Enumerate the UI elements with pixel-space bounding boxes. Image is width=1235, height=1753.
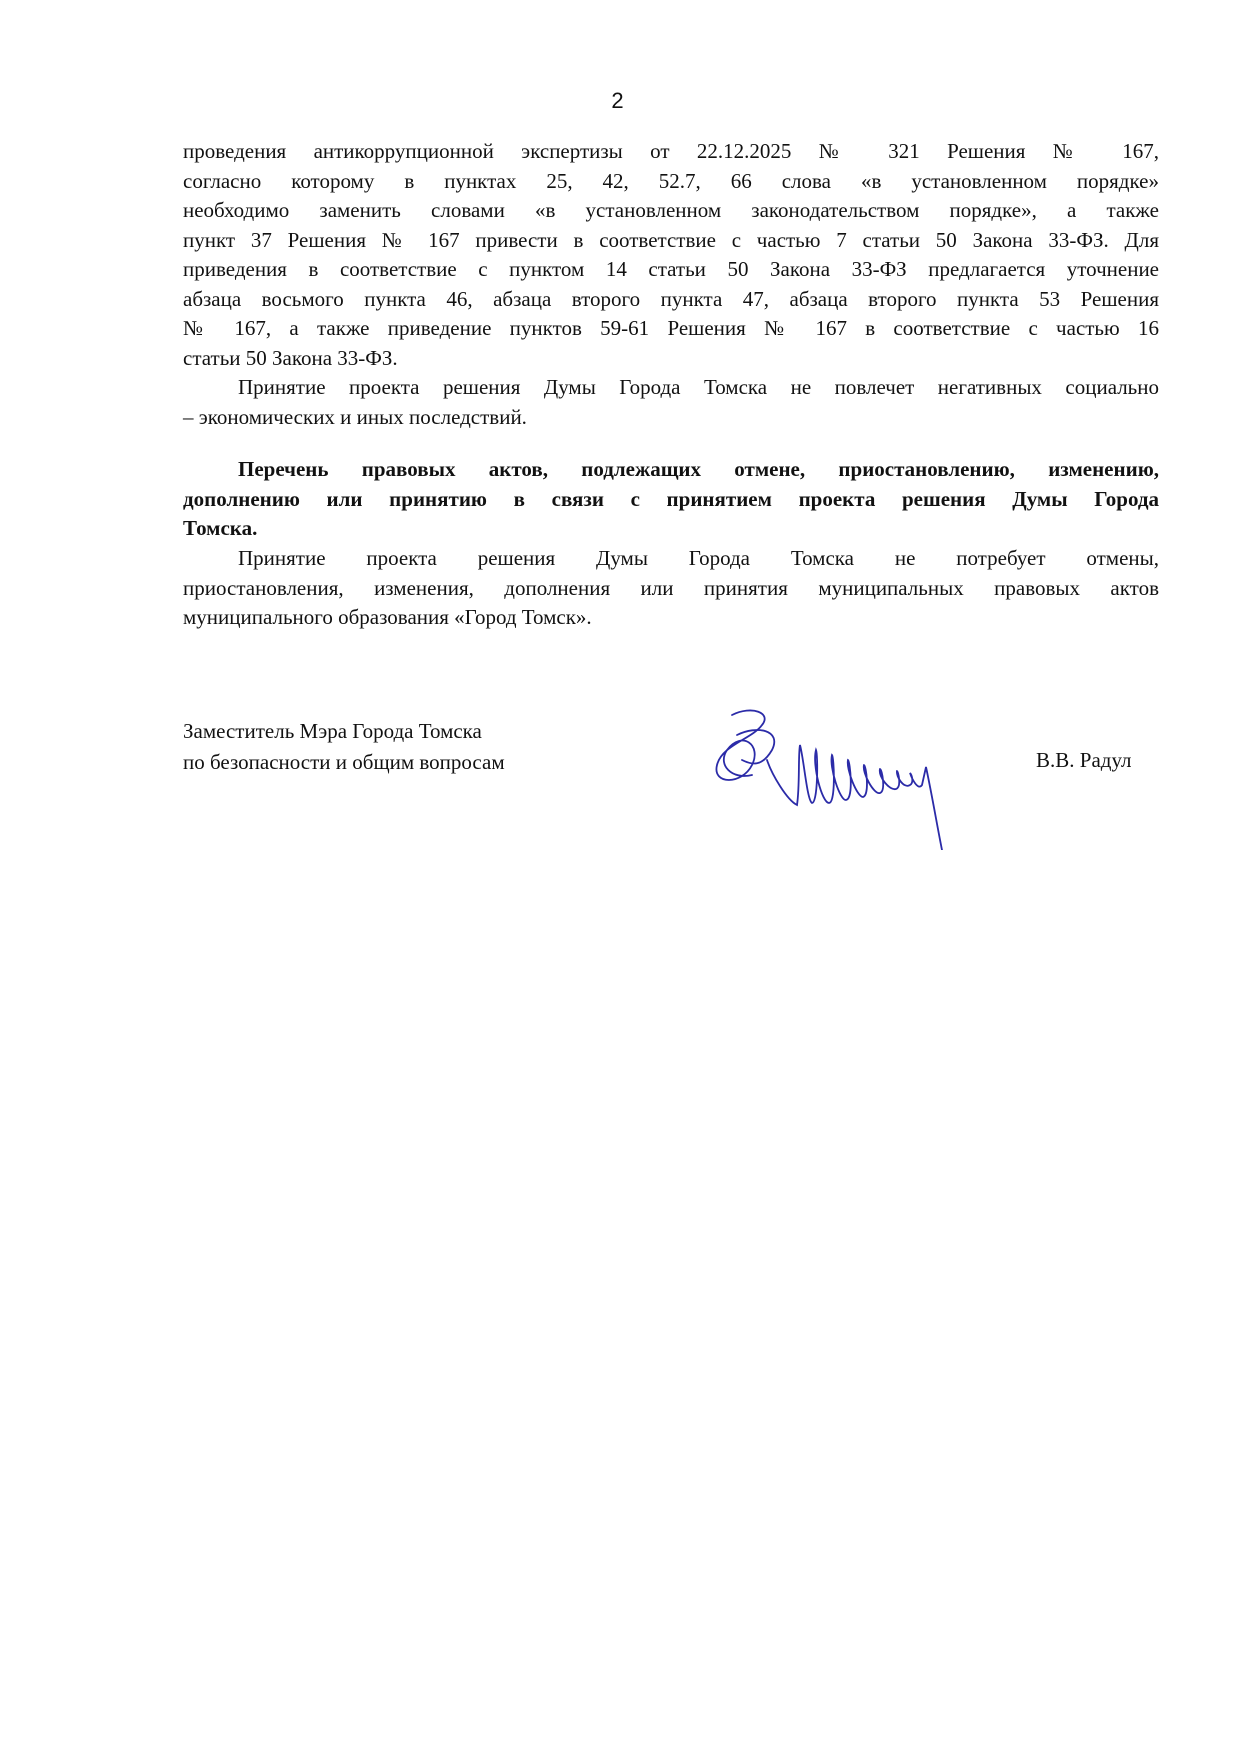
text-line: проведения антикоррупционной экспертизы от 22.12.2025 № 321 Решения № 167, — [183, 139, 1159, 163]
position-line: по безопасности и общим вопросам — [183, 750, 505, 774]
paragraph-acts — [183, 544, 1159, 633]
text-line: статьи 50 Закона 33-ФЗ. — [183, 345, 398, 370]
text-line: необходимо заменить словами «в установленном законодательством порядке», а также — [183, 198, 1159, 222]
text-line: – экономических и иных последствий. — [183, 404, 527, 429]
text-line: пункт 37 Решения № 167 привести в соответствие с частью 7 статьи 50 Закона 33-ФЗ. Для — [183, 227, 1159, 252]
heading-line: Томска. — [183, 516, 258, 540]
text-line: муниципального образования «Город Томск». — [183, 605, 592, 629]
signatory-position — [183, 716, 505, 778]
position-line: Заместитель Мэра Города Томска — [183, 719, 482, 743]
text-line: Принятие проекта решения Думы Города Томска не потребует отмены, — [238, 546, 1159, 570]
page-number: 2 — [611, 88, 624, 113]
heading-line: Перечень правовых актов, подлежащих отмене, приостановлению, изменению, — [238, 457, 1159, 481]
text-line: Принятие проекта решения Думы Города Томска не повлечет негативных социально — [238, 375, 1159, 399]
section-heading — [183, 455, 1159, 544]
handwritten-signature — [712, 705, 1022, 850]
text-line: абзаца восьмого пункта 46, абзаца второго пункта 47, абзаца второго пункта 53 Решения — [183, 286, 1159, 311]
heading-line: дополнению или принятию в связи с принятием проекта решения Думы Города — [183, 486, 1159, 511]
paragraph-expertise — [183, 137, 1159, 432]
text-line: приостановления, изменения, дополнения или принятия муниципальных правовых актов — [183, 575, 1159, 600]
text-line: № 167, а также приведение пунктов 59-61 Решения № 167 в соответствие с частью 16 — [183, 316, 1159, 340]
signatory-name: В.В. Радул — [1036, 748, 1132, 772]
text-line: согласно которому в пунктах 25, 42, 52.7, 66 слова «в установленном порядке» — [183, 168, 1159, 193]
text-line: приведения в соответствие с пунктом 14 статьи 50 Закона 33-ФЗ предлагается уточнение — [183, 257, 1159, 281]
